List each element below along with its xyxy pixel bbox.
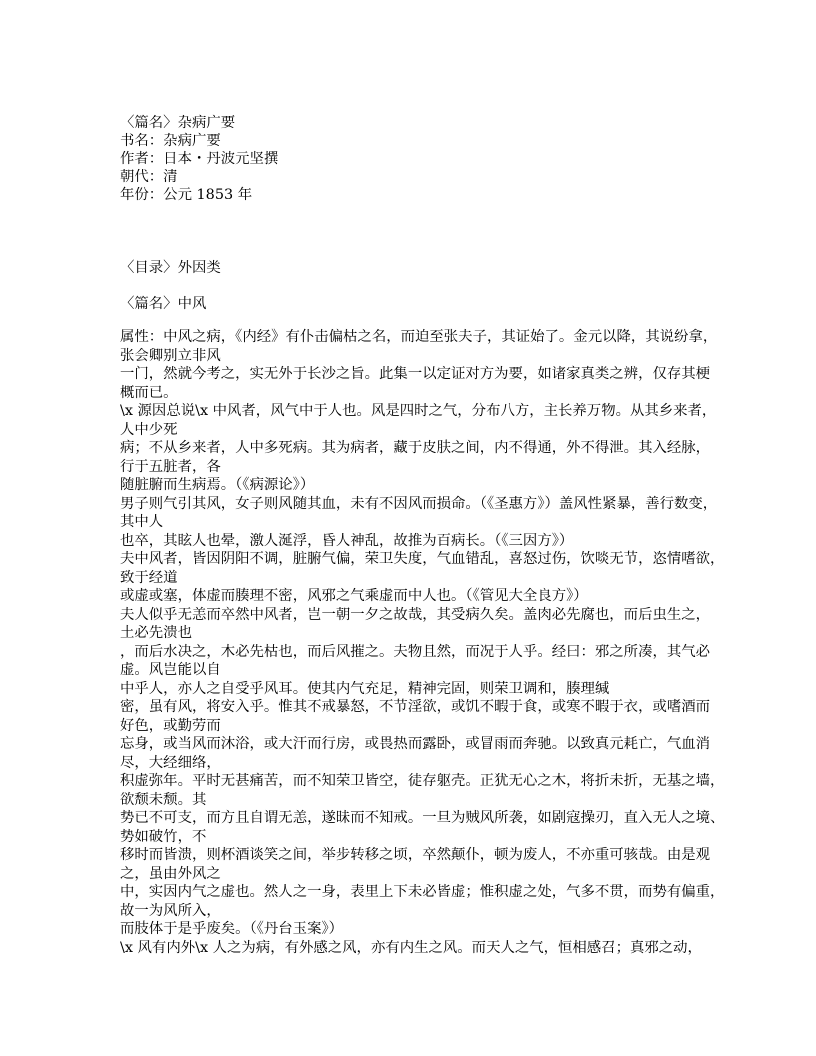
text-line: 张会卿别立非风 [120, 347, 221, 364]
text-line: 虚。风岂能以自 [120, 662, 221, 678]
text-line: 夫人似乎无恙而卒然中风者，岂一朝一夕之故哉，其受病久矣。盖肉必先腐也，而后虫生之， [120, 606, 711, 623]
text-line: 尽，大经细络， [120, 754, 221, 771]
document-metadata [120, 114, 278, 204]
text-line: 属性：中风之病，《内经》有仆击偏枯之名，而迫至张夫子，其证始了。金元以降，其说纷拿， [120, 329, 718, 345]
title-line: 〈篇名〉杂病广要 [120, 115, 236, 131]
text-line: 也卒，其眩人也晕，激人涎浮，昏人神乱，故推为百病长。（《三因方》） [120, 532, 574, 549]
text-line: 欲颓未颓。其 [120, 791, 207, 808]
body-text [120, 328, 724, 957]
text-line: 中乎人，亦人之自受乎风耳。使其内气充足，精神完固，则荣卫调和，腠理缄 [120, 680, 610, 697]
toc-heading: 〈目录〉外因类 [120, 260, 221, 276]
text-line: 一门，然就今考之，实无外于长沙之旨。此集一以定证对方为要，如诸家真类之辨，仅存其梗 [120, 366, 711, 382]
text-line: 忘身，或当风而沐浴，或大汗而行房，或畏热而露卧，或冒雨而奔驰。以致真元耗亡，气血消 [120, 736, 711, 752]
text-line: 积虚弥年。平时无甚痛苦，而不知荣卫皆空，徒存躯壳。正犹无心之木，将折未折，无基之墙， [120, 773, 725, 789]
text-line: 势如破竹，不 [120, 828, 207, 845]
text-line: 病；不从乡来者，人中多死病。其为病者，藏于皮肤之间，内不得通，外不得泄。其入经脉， [120, 440, 711, 456]
book-name: 书名：杂病广要 [120, 133, 221, 149]
text-line: 密，虽有风，将安入乎。惟其不戒暴怒，不节淫欲，或饥不暇于食，或寒不暇于衣，或嗜酒而 [120, 699, 711, 715]
dynasty: 朝代：清 [120, 169, 178, 185]
text-line: 好色，或勤劳而 [120, 717, 221, 734]
author: 作者：日本・丹波元坚撰 [120, 151, 279, 167]
text-line: ，而后水决之，木必先枯也，而后风摧之。夫物且然，而况于人乎。经曰：邪之所凑，其气必 [120, 643, 711, 660]
text-line: 而肢体于是乎废矣。（《丹台玉案》） [120, 921, 344, 937]
text-line: 中，实因内气之虚也。然人之一身，表里上下未必皆虚；惟积虚之处，气多不贯，而势有偏重， [120, 884, 725, 900]
year: 年份：公元 1853 年 [120, 187, 253, 203]
text-line: 土必先溃也 [120, 625, 192, 641]
text-line: \x 风有内外\x 人之为病，有外感之风，亦有内生之风。而天人之气，恒相感召；真邪之动， [120, 939, 702, 956]
text-line: 夫中风者，皆因阴阳不调，脏腑气偏，荣卫失度，气血错乱，喜怒过伤，饮啖无节，恣情嗜欲， [120, 551, 725, 567]
text-line: 其中人 [120, 514, 164, 530]
text-line: 故一为风所入， [120, 902, 221, 919]
section-heading: 〈篇名〉中风 [120, 296, 207, 312]
text-line: 男子则气引其风，女子则风随其血，未有不因风而损命。（《圣惠方》）盖风性紧暴，善行数变， [120, 495, 718, 512]
text-line: 随脏腑而生病焉。（《病源论》） [120, 477, 315, 493]
text-line: 致于经道 [120, 569, 178, 586]
text-line: 人中少死 [120, 421, 178, 438]
text-line: 行于五脏者，各 [120, 458, 221, 475]
text-line: 势已不可支，而方且自谓无恙，遂昧而不知戒。一旦为贼风所袭，如剧寇操刃，直入无人之境、 [120, 810, 725, 826]
text-line: \x 源因总说\x 中风者，风气中于人也。风是四时之气，分布八方，主长养万物。从其乡来者， [120, 403, 717, 419]
text-line: 之，虽由外风之 [120, 865, 221, 882]
text-line: 或虚或塞，体虚而腠理不密，风邪之气乘虚而中人也。（《管见大全良方》） [120, 588, 588, 604]
text-line: 移时而皆溃，则杯酒谈笑之间，举步转移之顷，卒然颠仆，顿为废人，不亦重可骇哉。由是观 [120, 847, 711, 863]
text-line: 概而已。 [120, 384, 178, 401]
